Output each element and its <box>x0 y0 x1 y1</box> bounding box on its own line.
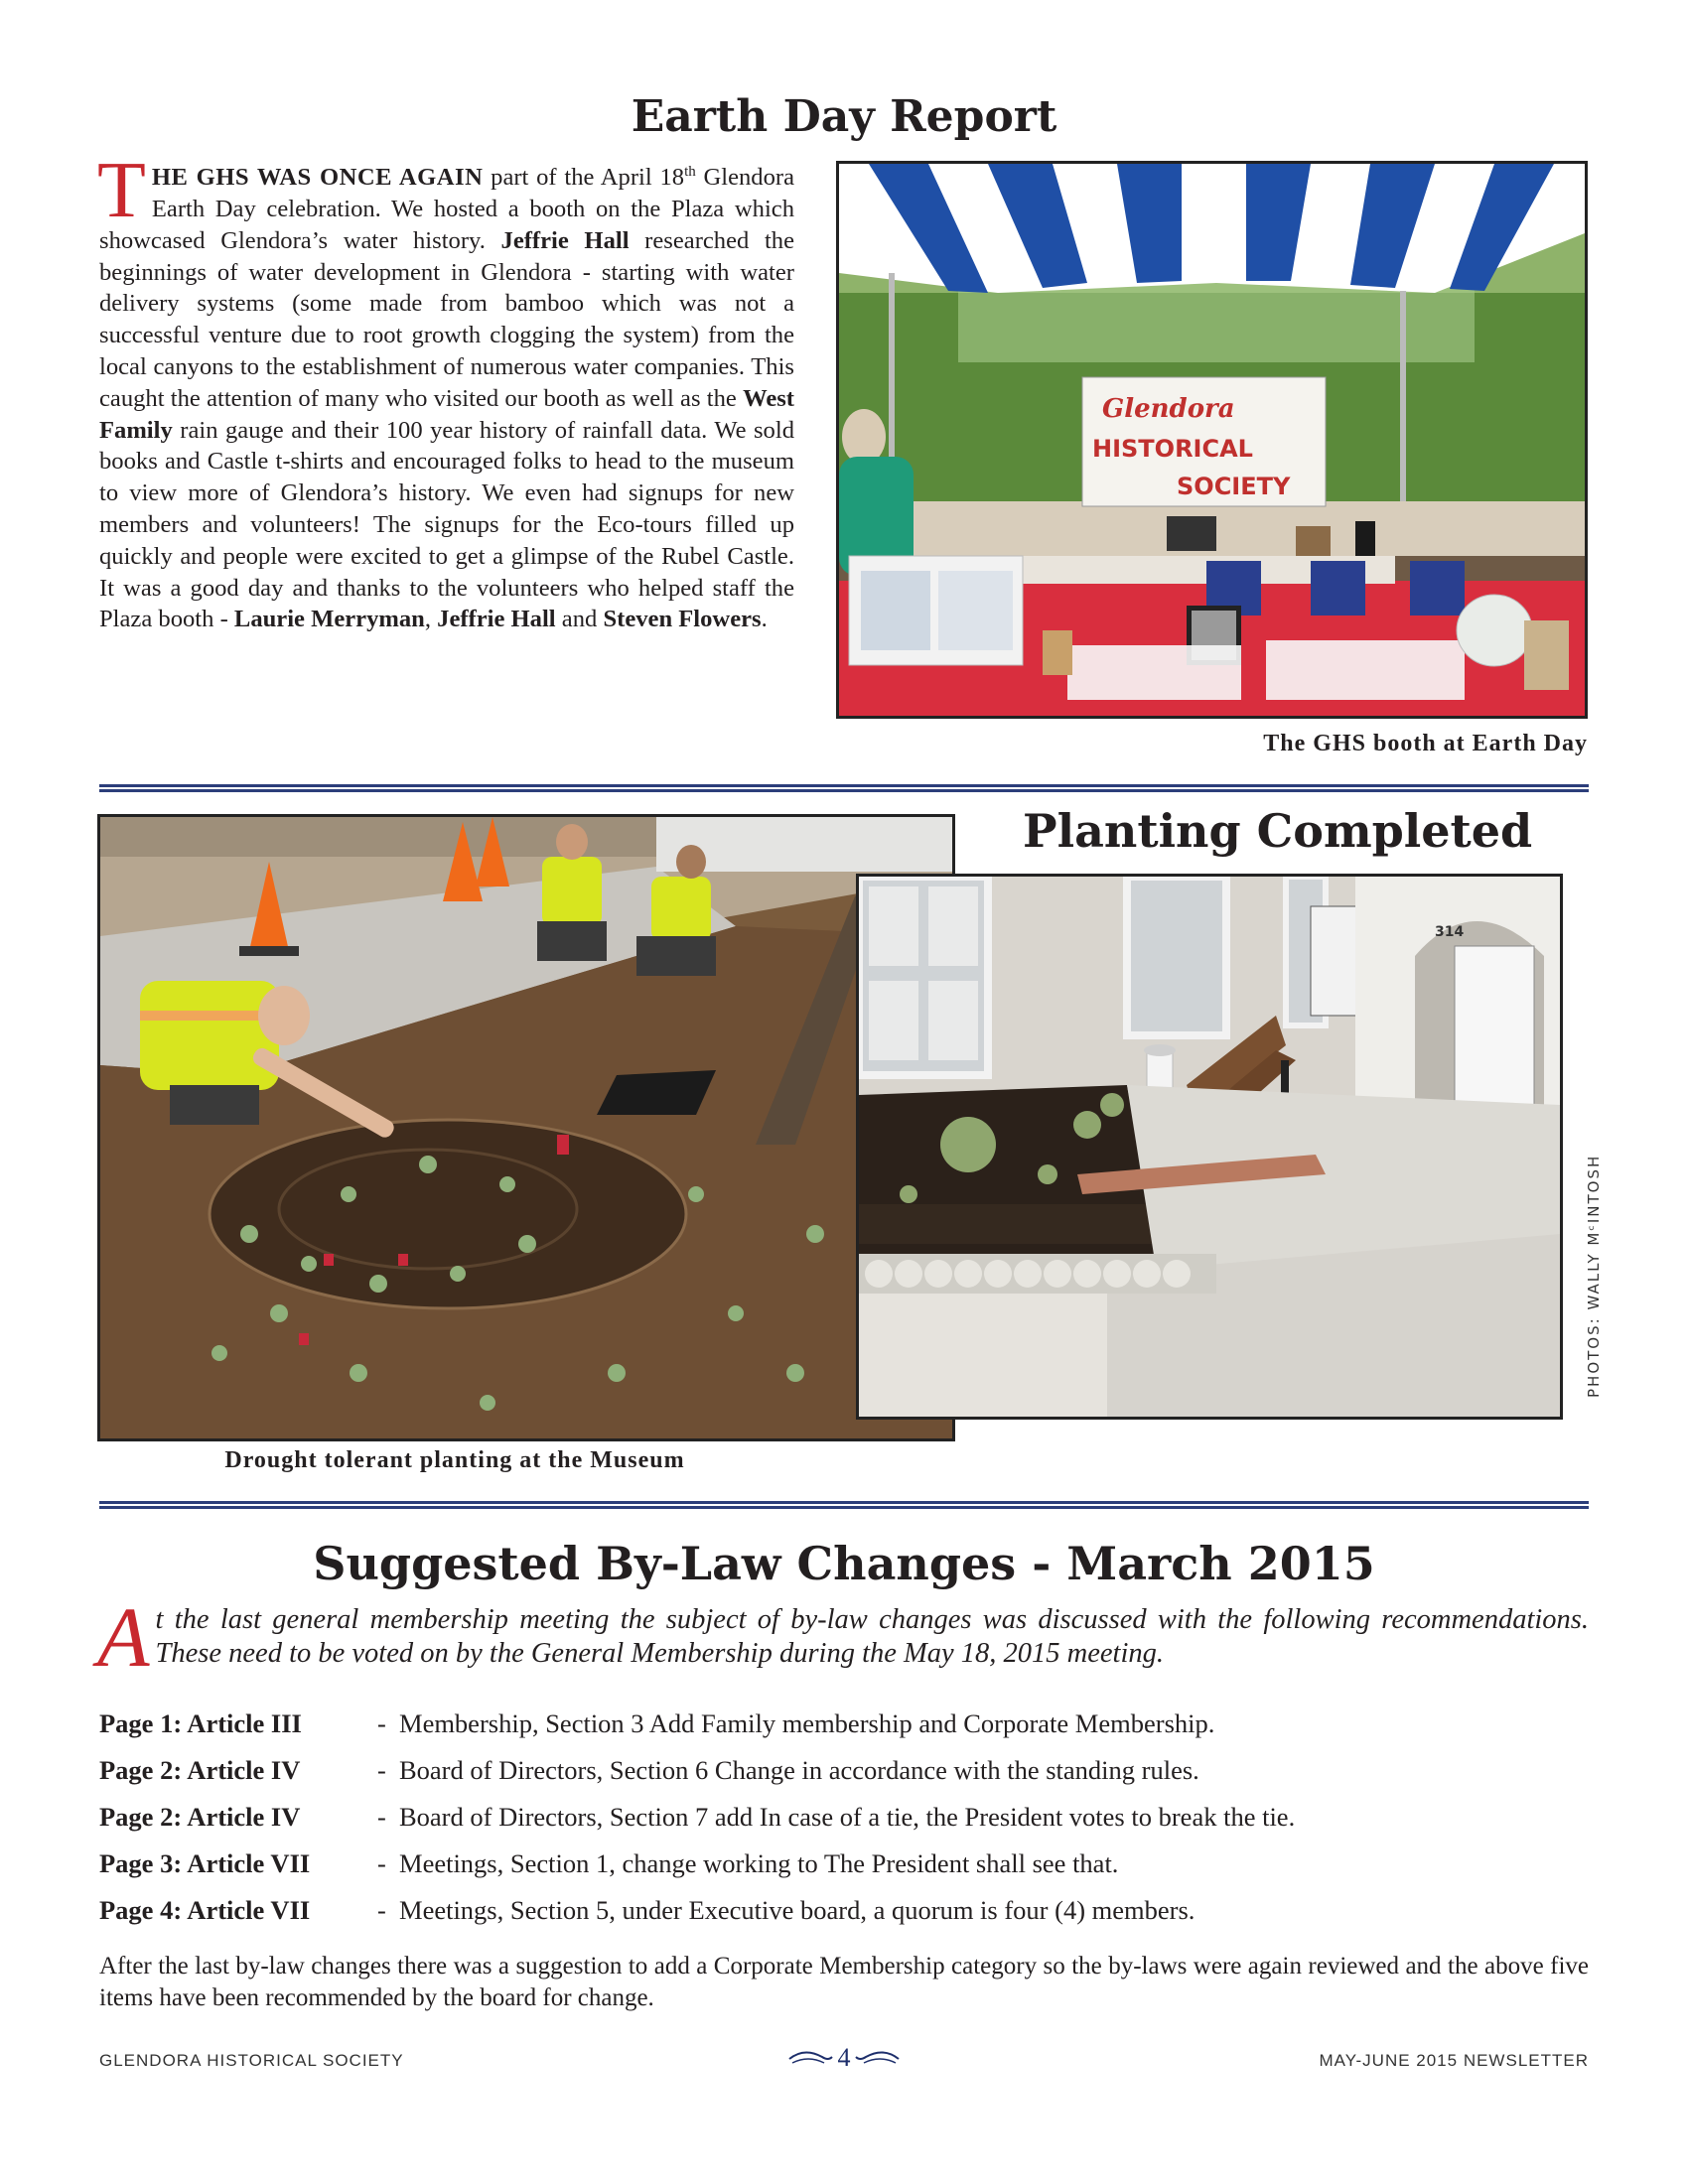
page-number: 4 <box>837 2043 851 2072</box>
article-ref: Page 4: Article VII <box>99 1895 311 1925</box>
body-text: rain gauge and their 100 year history of rainfall data. We sold books and Castle t-shirts and encouraged folks to head to the museum to view more of Glendora’s history. We even had signups for new members and volunteers! The signups for the Eco-tours filled up quickly and people were excited to get a glimpse of the Rubel Castle. It was a good day and thanks to the volunteers who helped staff the Plaza booth - <box>99 416 794 633</box>
person-name: Jeffrie Hall <box>437 606 556 633</box>
article-ref: Page 1: Article III <box>99 1708 302 1738</box>
superscript: th <box>684 164 696 180</box>
dash: - <box>377 1848 386 1878</box>
dash: - <box>377 1802 386 1832</box>
booth-photo-caption: The GHS booth at Earth Day <box>1263 731 1588 756</box>
separator: , <box>424 606 438 633</box>
list-item <box>99 1841 1589 1887</box>
earth-day-article <box>97 147 794 635</box>
body-text: researched the beginnings of water development in Glendora - starting with water delivery systems (some made from bamboo which was not a successful venture due to root growth clogging the system) from the local canyons to the establishment of numerous water companies. This caught the attention of many who visited our booth as well as the <box>99 226 794 412</box>
photo-credit: PHOTOS: WALLY MᶜINTOSH <box>1585 1154 1603 1398</box>
museum-garden-illustration <box>859 877 1560 1417</box>
banner-line-2: HISTORICAL <box>1092 435 1253 463</box>
section-title-earth-day: Earth Day Report <box>631 91 1057 142</box>
person-name: Laurie Merryman <box>233 606 425 633</box>
person-name: Steven Flowers <box>603 606 762 633</box>
separator: and <box>555 606 604 633</box>
change-description: Board of Directors, Section 6 Change in accordance with the standing rules. <box>399 1755 1199 1785</box>
body-text: Glendora Earth Day celebration. We hosted a booth on the Plaza which showcased Glendora’s water history. <box>99 164 794 254</box>
bylaws-closing: After the last by-law changes there was a suggestion to add a Corporate Membership category so the by-laws were again reviewed and the above five items have been recommended by the board for change. <box>99 1953 1589 2011</box>
dash: - <box>377 1708 386 1738</box>
section-divider <box>99 1501 1589 1509</box>
booth-photo <box>836 161 1588 719</box>
drop-cap: T <box>97 147 146 234</box>
person-name: Jeffrie Hall <box>500 226 630 254</box>
list-item <box>99 1701 1589 1747</box>
footer-issue: MAY-JUNE 2015 NEWSLETTER <box>1319 2051 1589 2070</box>
planting-photo-workers <box>97 814 955 1441</box>
article-ref: Page 3: Article VII <box>99 1848 311 1878</box>
list-item <box>99 1887 1589 1934</box>
section-title-bylaws: Suggested By-Law Changes - March 2015 <box>313 1537 1375 1590</box>
change-description: Membership, Section 3 Add Family membership and Corporate Membership. <box>399 1708 1215 1738</box>
change-description: Meetings, Section 1, change working to The President shall see that. <box>399 1848 1119 1878</box>
planting-workers-illustration <box>100 817 952 1438</box>
address-number: 314 <box>1435 924 1465 940</box>
body-text: part of the April 18 <box>483 164 685 192</box>
person-name: West Family <box>99 384 794 444</box>
dash: - <box>377 1755 386 1785</box>
banner-line-3: SOCIETY <box>1177 473 1291 500</box>
article-ref: Page 2: Article IV <box>99 1802 301 1832</box>
separator: . <box>761 606 768 633</box>
drop-cap: A <box>97 1589 150 1685</box>
section-divider <box>99 784 1589 792</box>
bylaw-list <box>99 1701 1589 1934</box>
intro-text: t the last general membership meeting the subject of by-law changes was discussed with the following recommendations. These need to be voted on by the General Membership during the May 18, 2015 meeting. <box>155 1604 1589 1669</box>
dash: - <box>377 1895 386 1925</box>
section-title-planting: Planting Completed <box>1023 804 1533 858</box>
list-item <box>99 1747 1589 1794</box>
footer-org-name: GLENDORA HISTORICAL SOCIETY <box>99 2051 404 2070</box>
article-ref: Page 2: Article IV <box>99 1755 301 1785</box>
change-description: Meetings, Section 5, under Executive board, a quorum is four (4) members. <box>399 1895 1196 1925</box>
planting-photo-museum <box>856 874 1563 1420</box>
booth-photo-illustration <box>839 164 1585 716</box>
page-number-ornament <box>784 2043 904 2073</box>
banner-line-1: Glendora <box>1102 394 1235 424</box>
change-description: Board of Directors, Section 7 add In case of a tie, the President votes to break the tie. <box>399 1802 1296 1832</box>
lead-in: HE GHS WAS ONCE AGAIN <box>151 164 484 192</box>
planting-photo-caption: Drought tolerant planting at the Museum <box>224 1447 685 1473</box>
bylaws-intro <box>97 1589 1589 1685</box>
list-item <box>99 1794 1589 1841</box>
